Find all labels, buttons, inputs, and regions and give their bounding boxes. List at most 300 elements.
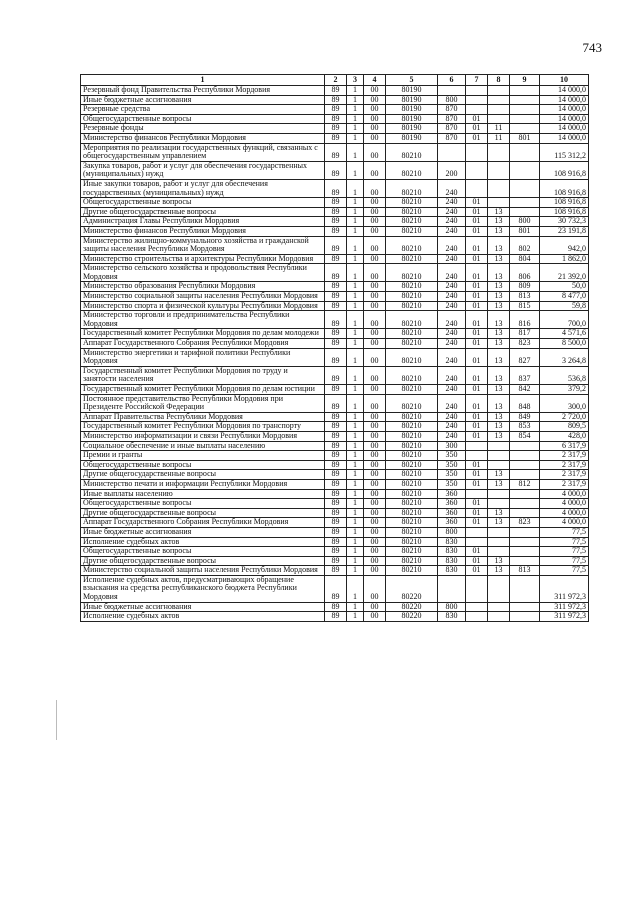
target-code: 80210	[386, 470, 438, 480]
ministry-code	[510, 612, 540, 622]
ministry-code: 800	[510, 217, 540, 227]
expense-type: 240	[438, 329, 466, 339]
ministry-code	[510, 556, 540, 566]
code-col-4: 00	[364, 339, 386, 349]
subsection-code: 13	[488, 226, 510, 236]
subsection-code: 13	[488, 339, 510, 349]
column-header: 4	[364, 75, 386, 86]
code-col-3: 1	[347, 348, 364, 366]
expense-type: 350	[438, 470, 466, 480]
ministry-code: 816	[510, 311, 540, 329]
section-code: 01	[466, 479, 488, 489]
row-name: Государственный комитет Республики Мордовия по делам юстиции	[81, 385, 325, 395]
section-code	[466, 105, 488, 115]
code-col-4: 00	[364, 264, 386, 282]
ministry-code	[510, 547, 540, 557]
amount: 14 000,0	[540, 114, 589, 124]
amount: 14 000,0	[540, 105, 589, 115]
code-col-2: 89	[325, 254, 347, 264]
code-col-2: 89	[325, 451, 347, 461]
expense-type: 200	[438, 161, 466, 179]
target-code: 80190	[386, 86, 438, 96]
subsection-code: 13	[488, 431, 510, 441]
target-code: 80190	[386, 114, 438, 124]
section-code: 01	[466, 133, 488, 143]
margin-mark	[56, 700, 57, 740]
expense-type: 830	[438, 612, 466, 622]
target-code: 80210	[386, 537, 438, 547]
code-col-4: 00	[364, 451, 386, 461]
code-col-4: 00	[364, 575, 386, 602]
table-row	[81, 566, 589, 576]
table-row	[81, 366, 589, 384]
target-code: 80210	[386, 301, 438, 311]
code-col-3: 1	[347, 431, 364, 441]
code-col-2: 89	[325, 547, 347, 557]
expense-type: 870	[438, 105, 466, 115]
target-code: 80210	[386, 527, 438, 537]
table-row	[81, 508, 589, 518]
expense-type: 830	[438, 547, 466, 557]
amount: 14 000,0	[540, 95, 589, 105]
amount: 379,2	[540, 385, 589, 395]
target-code: 80190	[386, 133, 438, 143]
code-col-2: 89	[325, 460, 347, 470]
expense-type: 240	[438, 264, 466, 282]
expense-type: 240	[438, 217, 466, 227]
amount: 108 916,8	[540, 198, 589, 208]
table-row	[81, 198, 589, 208]
code-col-2: 89	[325, 527, 347, 537]
target-code: 80210	[386, 518, 438, 528]
budget-table	[80, 74, 589, 622]
code-col-2: 89	[325, 86, 347, 96]
code-col-3: 1	[347, 217, 364, 227]
code-col-3: 1	[347, 114, 364, 124]
ministry-code: 827	[510, 348, 540, 366]
subsection-code: 13	[488, 556, 510, 566]
expense-type: 800	[438, 527, 466, 537]
amount: 300,0	[540, 394, 589, 412]
subsection-code	[488, 499, 510, 509]
subsection-code: 13	[488, 236, 510, 254]
section-code: 01	[466, 412, 488, 422]
amount: 2 317,9	[540, 470, 589, 480]
amount: 6 317,9	[540, 441, 589, 451]
section-code: 01	[466, 311, 488, 329]
code-col-4: 00	[364, 143, 386, 161]
code-col-4: 00	[364, 394, 386, 412]
amount: 311 972,3	[540, 602, 589, 612]
ministry-code	[510, 470, 540, 480]
code-col-2: 89	[325, 441, 347, 451]
section-code: 01	[466, 518, 488, 528]
column-header: 9	[510, 75, 540, 86]
amount: 2 720,0	[540, 412, 589, 422]
section-code: 01	[466, 264, 488, 282]
code-col-3: 1	[347, 143, 364, 161]
code-col-3: 1	[347, 547, 364, 557]
code-col-2: 89	[325, 366, 347, 384]
code-col-2: 89	[325, 143, 347, 161]
subsection-code	[488, 179, 510, 197]
code-col-2: 89	[325, 575, 347, 602]
code-col-4: 00	[364, 236, 386, 254]
amount: 3 264,8	[540, 348, 589, 366]
amount: 14 000,0	[540, 133, 589, 143]
subsection-code: 13	[488, 479, 510, 489]
code-col-4: 00	[364, 86, 386, 96]
target-code: 80210	[386, 556, 438, 566]
table-row	[81, 311, 589, 329]
subsection-code: 13	[488, 254, 510, 264]
target-code: 80210	[386, 161, 438, 179]
target-code: 80210	[386, 311, 438, 329]
code-col-3: 1	[347, 575, 364, 602]
code-col-4: 00	[364, 499, 386, 509]
row-name: Министерство финансов Республики Мордовия	[81, 133, 325, 143]
code-col-3: 1	[347, 527, 364, 537]
section-code	[466, 527, 488, 537]
amount: 1 862,0	[540, 254, 589, 264]
code-col-3: 1	[347, 179, 364, 197]
code-col-2: 89	[325, 499, 347, 509]
section-code: 01	[466, 226, 488, 236]
table-row	[81, 460, 589, 470]
target-code: 80220	[386, 575, 438, 602]
row-name: Аппарат Правительства Республики Мордовия	[81, 412, 325, 422]
target-code: 80210	[386, 207, 438, 217]
ministry-code: 823	[510, 339, 540, 349]
amount: 21 392,0	[540, 264, 589, 282]
subsection-code: 13	[488, 394, 510, 412]
target-code: 80190	[386, 105, 438, 115]
ministry-code: 854	[510, 431, 540, 441]
amount: 108 916,8	[540, 179, 589, 197]
table-row	[81, 133, 589, 143]
ministry-code	[510, 207, 540, 217]
amount: 428,0	[540, 431, 589, 441]
code-col-2: 89	[325, 198, 347, 208]
expense-type: 240	[438, 394, 466, 412]
code-col-3: 1	[347, 537, 364, 547]
expense-type: 240	[438, 226, 466, 236]
target-code: 80210	[386, 254, 438, 264]
ministry-code	[510, 575, 540, 602]
ministry-code: 842	[510, 385, 540, 395]
subsection-code: 13	[488, 566, 510, 576]
section-code: 01	[466, 460, 488, 470]
code-col-2: 89	[325, 612, 347, 622]
amount: 4 000,0	[540, 518, 589, 528]
subsection-code	[488, 547, 510, 557]
code-col-3: 1	[347, 124, 364, 134]
row-name: Резервные фонды	[81, 124, 325, 134]
ministry-code: 817	[510, 329, 540, 339]
code-col-2: 89	[325, 385, 347, 395]
amount: 700,0	[540, 311, 589, 329]
ministry-code: 815	[510, 301, 540, 311]
expense-type: 240	[438, 412, 466, 422]
table-row	[81, 575, 589, 602]
code-col-2: 89	[325, 207, 347, 217]
subsection-code	[488, 86, 510, 96]
row-name: Общегосударственные вопросы	[81, 114, 325, 124]
code-col-3: 1	[347, 470, 364, 480]
ministry-code	[510, 451, 540, 461]
table-row	[81, 226, 589, 236]
table-row	[81, 143, 589, 161]
amount: 77,5	[540, 547, 589, 557]
code-col-2: 89	[325, 217, 347, 227]
code-col-3: 1	[347, 602, 364, 612]
code-col-4: 00	[364, 105, 386, 115]
subsection-code	[488, 460, 510, 470]
table-row	[81, 441, 589, 451]
code-col-3: 1	[347, 422, 364, 432]
amount: 4 000,0	[540, 508, 589, 518]
row-name: Министерство финансов Республики Мордовия	[81, 226, 325, 236]
section-code: 01	[466, 431, 488, 441]
section-code: 01	[466, 422, 488, 432]
section-code	[466, 575, 488, 602]
subsection-code: 13	[488, 518, 510, 528]
ministry-code	[510, 143, 540, 161]
amount: 30 732,3	[540, 217, 589, 227]
subsection-code	[488, 602, 510, 612]
code-col-4: 00	[364, 431, 386, 441]
target-code: 80210	[386, 226, 438, 236]
section-code	[466, 161, 488, 179]
code-col-3: 1	[347, 366, 364, 384]
amount: 77,5	[540, 537, 589, 547]
code-col-4: 00	[364, 547, 386, 557]
code-col-3: 1	[347, 254, 364, 264]
expense-type: 240	[438, 422, 466, 432]
section-code: 01	[466, 385, 488, 395]
section-code	[466, 612, 488, 622]
code-col-3: 1	[347, 612, 364, 622]
code-col-4: 00	[364, 254, 386, 264]
target-code: 80210	[386, 236, 438, 254]
table-row	[81, 547, 589, 557]
target-code: 80210	[386, 217, 438, 227]
target-code: 80190	[386, 124, 438, 134]
table-row	[81, 282, 589, 292]
subsection-code: 13	[488, 329, 510, 339]
target-code: 80210	[386, 264, 438, 282]
code-col-4: 00	[364, 95, 386, 105]
code-col-3: 1	[347, 329, 364, 339]
code-col-2: 89	[325, 133, 347, 143]
amount: 311 972,3	[540, 575, 589, 602]
target-code: 80210	[386, 460, 438, 470]
target-code: 80210	[386, 198, 438, 208]
subsection-code: 11	[488, 133, 510, 143]
ministry-code: 849	[510, 412, 540, 422]
code-col-4: 00	[364, 479, 386, 489]
section-code: 01	[466, 301, 488, 311]
code-col-2: 89	[325, 537, 347, 547]
code-col-4: 00	[364, 217, 386, 227]
table-row	[81, 489, 589, 499]
expense-type: 240	[438, 431, 466, 441]
code-col-3: 1	[347, 301, 364, 311]
ministry-code: 801	[510, 133, 540, 143]
table-row	[81, 499, 589, 509]
column-header: 3	[347, 75, 364, 86]
ministry-code	[510, 527, 540, 537]
section-code: 01	[466, 236, 488, 254]
subsection-code: 13	[488, 348, 510, 366]
code-col-2: 89	[325, 602, 347, 612]
section-code	[466, 143, 488, 161]
target-code: 80220	[386, 602, 438, 612]
code-col-3: 1	[347, 292, 364, 302]
row-name: Резервный фонд Правительства Республики Мордовия	[81, 86, 325, 96]
code-col-2: 89	[325, 161, 347, 179]
row-name: Другие общегосударственные вопросы	[81, 556, 325, 566]
table-row	[81, 124, 589, 134]
table-body	[81, 86, 589, 622]
row-name: Иные бюджетные ассигнования	[81, 527, 325, 537]
code-col-4: 00	[364, 301, 386, 311]
target-code: 80210	[386, 179, 438, 197]
section-code: 01	[466, 207, 488, 217]
column-header: 8	[488, 75, 510, 86]
code-col-4: 00	[364, 489, 386, 499]
code-col-3: 1	[347, 556, 364, 566]
amount: 59,8	[540, 301, 589, 311]
section-code: 01	[466, 366, 488, 384]
ministry-code: 802	[510, 236, 540, 254]
row-name: Министерство энергетики и тарифной политики Республики Мордовия	[81, 348, 325, 366]
row-name: Премии и гранты	[81, 451, 325, 461]
row-name: Министерство спорта и физической культуры Республики Мордовия	[81, 301, 325, 311]
amount: 8 477,0	[540, 292, 589, 302]
row-name: Иные бюджетные ассигнования	[81, 602, 325, 612]
amount: 4 000,0	[540, 499, 589, 509]
table-row	[81, 518, 589, 528]
code-col-3: 1	[347, 441, 364, 451]
expense-type: 350	[438, 479, 466, 489]
row-name: Государственный комитет Республики Мордовия по труду и занятости населения	[81, 366, 325, 384]
row-name: Общегосударственные вопросы	[81, 547, 325, 557]
code-col-2: 89	[325, 470, 347, 480]
code-col-2: 89	[325, 479, 347, 489]
row-name: Аппарат Государственного Собрания Республики Мордовия	[81, 518, 325, 528]
table-row	[81, 527, 589, 537]
table-row	[81, 451, 589, 461]
target-code: 80210	[386, 412, 438, 422]
page-number: 743	[582, 40, 602, 55]
amount: 4 000,0	[540, 489, 589, 499]
target-code: 80190	[386, 95, 438, 105]
expense-type: 240	[438, 348, 466, 366]
code-col-3: 1	[347, 385, 364, 395]
ministry-code	[510, 114, 540, 124]
code-col-3: 1	[347, 95, 364, 105]
code-col-3: 1	[347, 311, 364, 329]
section-code: 01	[466, 566, 488, 576]
expense-type: 800	[438, 95, 466, 105]
row-name: Общегосударственные вопросы	[81, 499, 325, 509]
ministry-code	[510, 161, 540, 179]
subsection-code	[488, 198, 510, 208]
target-code: 80210	[386, 329, 438, 339]
code-col-4: 00	[364, 366, 386, 384]
code-col-2: 89	[325, 339, 347, 349]
target-code: 80210	[386, 282, 438, 292]
target-code: 80210	[386, 143, 438, 161]
table-row	[81, 86, 589, 96]
amount: 14 000,0	[540, 86, 589, 96]
code-col-4: 00	[364, 518, 386, 528]
code-col-3: 1	[347, 460, 364, 470]
table-row	[81, 422, 589, 432]
target-code: 80210	[386, 422, 438, 432]
code-col-4: 00	[364, 566, 386, 576]
target-code: 80210	[386, 339, 438, 349]
section-code	[466, 602, 488, 612]
amount: 77,5	[540, 566, 589, 576]
code-col-2: 89	[325, 301, 347, 311]
subsection-code: 13	[488, 301, 510, 311]
code-col-3: 1	[347, 479, 364, 489]
table-row	[81, 394, 589, 412]
ministry-code: 812	[510, 479, 540, 489]
expense-type: 240	[438, 385, 466, 395]
code-col-3: 1	[347, 133, 364, 143]
target-code: 80220	[386, 612, 438, 622]
code-col-4: 00	[364, 470, 386, 480]
code-col-4: 00	[364, 422, 386, 432]
code-col-3: 1	[347, 236, 364, 254]
table-row	[81, 470, 589, 480]
row-name: Другие общегосударственные вопросы	[81, 207, 325, 217]
target-code: 80210	[386, 366, 438, 384]
code-col-2: 89	[325, 566, 347, 576]
code-col-3: 1	[347, 499, 364, 509]
table-row	[81, 479, 589, 489]
section-code	[466, 537, 488, 547]
ministry-code: 837	[510, 366, 540, 384]
ministry-code	[510, 460, 540, 470]
subsection-code	[488, 441, 510, 451]
table-row	[81, 612, 589, 622]
expense-type: 240	[438, 339, 466, 349]
section-code: 01	[466, 282, 488, 292]
target-code: 80210	[386, 292, 438, 302]
section-code	[466, 95, 488, 105]
section-code	[466, 441, 488, 451]
section-code: 01	[466, 508, 488, 518]
ministry-code: 848	[510, 394, 540, 412]
subsection-code	[488, 537, 510, 547]
row-name: Исполнение судебных актов	[81, 612, 325, 622]
code-col-2: 89	[325, 179, 347, 197]
expense-type: 240	[438, 254, 466, 264]
row-name: Иные выплаты населению	[81, 489, 325, 499]
subsection-code: 13	[488, 412, 510, 422]
row-name: Министерство жилищно-коммунального хозяйства и гражданской защиты населения Республики Мордовия	[81, 236, 325, 254]
expense-type	[438, 86, 466, 96]
code-col-2: 89	[325, 556, 347, 566]
subsection-code: 13	[488, 217, 510, 227]
code-col-2: 89	[325, 264, 347, 282]
subsection-code	[488, 95, 510, 105]
subsection-code: 13	[488, 292, 510, 302]
